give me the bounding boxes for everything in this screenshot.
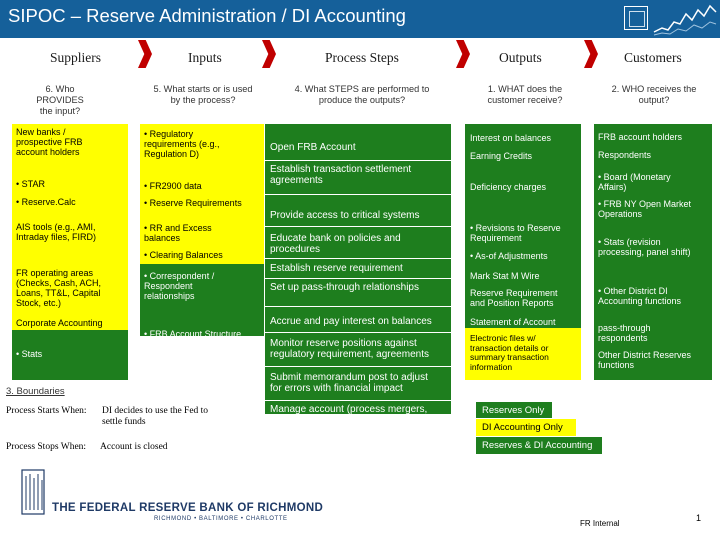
question-suppliers: 6. Who PROVIDES the input? [36, 84, 84, 116]
page-number: 1 [696, 513, 702, 523]
supplier-item: • STAR [16, 179, 45, 189]
output-item: Electronic files w/ transaction details or summary transaction information [470, 333, 549, 372]
process-step: Accrue and pay interest on balances [270, 316, 432, 327]
input-item: • Reserve Requirements [144, 198, 242, 208]
process-divider [265, 160, 451, 161]
process-step: Establish transaction settlement agreements [270, 164, 412, 186]
question-outputs: 1. WHAT does the customer receive? [487, 84, 563, 105]
header-customers: Customers [624, 50, 682, 65]
process-stops-value: Account is closed [100, 442, 168, 452]
classification-label: FR Internal [580, 519, 620, 528]
customer-item: • Stats (revision processing, panel shift) [598, 237, 691, 257]
output-item: Deficiency charges [470, 182, 547, 192]
process-step: Submit memorandum post to adjust for errors with financial impact [270, 372, 428, 394]
flow-arrow-icon [262, 40, 276, 68]
question-process: 4. What STEPS are performed to produce the outputs? [294, 84, 430, 105]
supplier-item: • Reserve.Calc [16, 197, 76, 207]
header-suppliers: Suppliers [50, 50, 102, 65]
stock-chart-icon [652, 2, 718, 36]
process-step: Provide access to critical systems [270, 210, 420, 221]
question-customers: 2. WHO receives the output? [611, 84, 697, 105]
process-divider [265, 278, 451, 279]
process-step: Educate bank on policies and procedures [270, 233, 401, 255]
customer-item: • FRB NY Open Market Operations [598, 199, 692, 219]
legend-reserves-only-label: Reserves Only [482, 405, 545, 416]
process-starts-label: Process Starts When: [6, 406, 87, 416]
flow-arrow-icon [456, 40, 470, 68]
supplier-item: New banks / prospective FRB account holders [16, 127, 83, 157]
output-item: Reserve Requirement and Position Reports [470, 288, 558, 308]
flow-arrow-icon [584, 40, 598, 68]
customer-item: • Other District DI Accounting functions [598, 286, 682, 306]
process-step: Monitor reserve positions against regulatory requirement, agreements [270, 338, 429, 360]
output-item: Interest on balances [470, 133, 552, 143]
legend-di-only-label: DI Accounting Only [482, 422, 563, 433]
flow-arrow-icon [138, 40, 152, 68]
process-step: Open FRB Account [270, 142, 356, 153]
input-item: • Clearing Balances [144, 250, 223, 260]
input-item: • Regulatory requirements (e.g., Regulation D) [144, 129, 220, 159]
header-process-steps: Process Steps [325, 50, 399, 65]
output-item: Statement of Account [470, 317, 556, 327]
slide-title: SIPOC – Reserve Administration / DI Accounting [8, 5, 406, 26]
process-step: Manage account (process mergers, change relationships, close account when appropriate) [270, 404, 429, 437]
process-divider [265, 332, 451, 333]
customer-item: FRB account holders [598, 132, 683, 142]
process-step: Establish reserve requirement [270, 263, 403, 274]
input-item: • RR and Excess balances [144, 223, 212, 243]
supplier-item: Corporate Accounting [16, 318, 103, 328]
input-item: • FRB Account Structure [144, 329, 242, 339]
customer-item: Respondents [598, 150, 652, 160]
supplier-item: FR operating areas (Checks, Cash, ACH, Loans, TT&L, Capital Stock, etc.) [16, 268, 102, 308]
process-divider [265, 226, 451, 227]
federal-reserve-logo-icon [20, 468, 46, 516]
checkbox-logo-icon [624, 6, 648, 30]
process-divider [265, 400, 451, 401]
boundaries-label: 3. Boundaries [6, 386, 65, 397]
supplier-item: AIS tools (e.g., AMI, Intraday files, FIRD) [16, 222, 97, 242]
input-item: • Correspondent / Respondent relationships [144, 271, 215, 301]
supplier-item: • Stats [16, 349, 43, 359]
bank-cities: RICHMOND • BALTIMORE • CHARLOTTE [154, 516, 288, 522]
output-item: • As-of Adjustments [470, 251, 548, 261]
legend-both-label: Reserves & DI Accounting [482, 440, 593, 451]
header-outputs: Outputs [499, 50, 542, 65]
process-stops-label: Process Stops When: [6, 442, 87, 452]
customer-item: pass-through respondents [598, 323, 651, 343]
question-inputs: 5. What starts or is used by the process? [153, 84, 253, 105]
output-item: Mark Stat M Wire [470, 271, 540, 281]
process-divider [265, 306, 451, 307]
output-item: Earning Credits [470, 151, 533, 161]
process-divider [265, 258, 451, 259]
input-item: • FR2900 data [144, 181, 202, 191]
customer-item: Other District Reserves functions [598, 350, 692, 370]
output-item: • Revisions to Reserve Requirement [470, 223, 561, 243]
customer-item: • Board (Monetary Affairs) [598, 172, 671, 192]
process-step: Set up pass-through relationships [270, 282, 419, 293]
bank-name: THE FEDERAL RESERVE BANK OF RICHMOND [52, 502, 324, 514]
process-divider [265, 194, 451, 195]
process-starts-value: DI decides to use the Fed to settle funds [102, 406, 209, 427]
header-inputs: Inputs [188, 50, 222, 65]
process-divider [265, 366, 451, 367]
